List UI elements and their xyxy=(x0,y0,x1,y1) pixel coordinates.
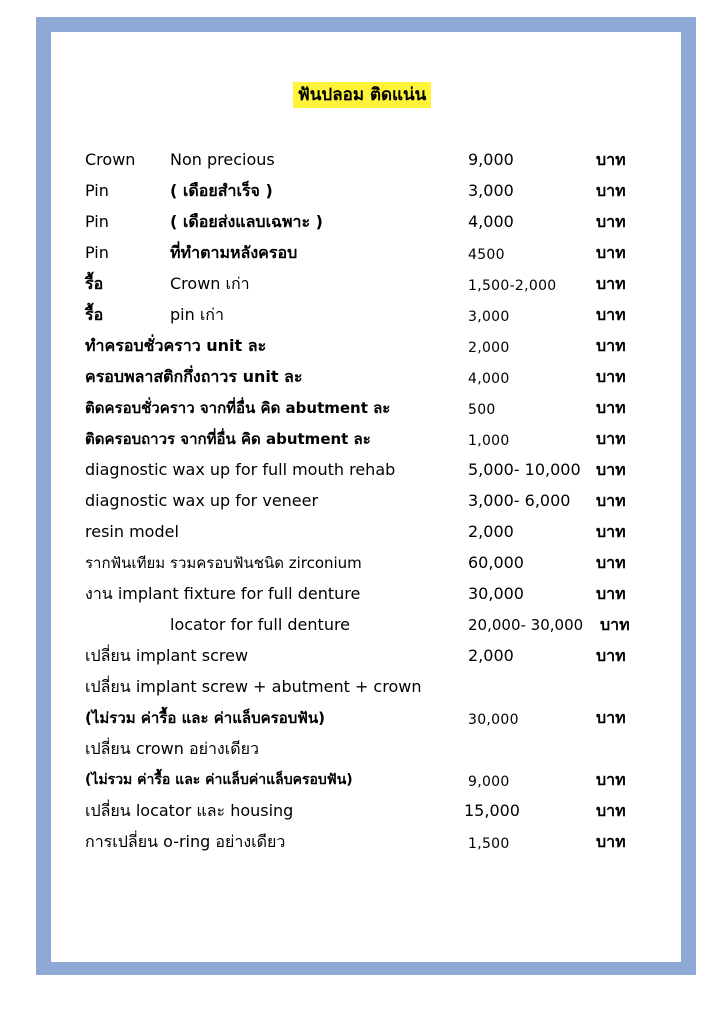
title-container xyxy=(0,82,724,108)
price-row xyxy=(0,398,724,429)
item-price: 4,000 xyxy=(468,212,514,231)
item-unit: บาท xyxy=(600,615,630,634)
item-unit: บาท xyxy=(596,181,626,200)
item-detail: ( เดือยส่งแลบเฉพาะ ) xyxy=(170,212,323,231)
item-name: ติดครอบถาวร จากที่อื่น คิด abutment ละ xyxy=(85,430,371,448)
item-unit: บาท xyxy=(596,646,626,665)
item-name: เปลี่ยน implant screw + abutment + crown xyxy=(85,677,422,696)
price-row xyxy=(0,491,724,522)
item-name: เปลี่ยน implant screw xyxy=(85,646,249,665)
price-row xyxy=(0,429,724,460)
item-price: 5,000- 10,000 xyxy=(468,460,581,479)
price-row xyxy=(0,460,724,491)
price-row xyxy=(0,615,724,646)
item-name: (ไม่รวม ค่ารื้อ และ ค่าแล็บครอบฟัน) xyxy=(85,709,325,727)
price-row xyxy=(0,677,724,708)
price-row xyxy=(0,274,724,305)
price-row xyxy=(0,646,724,677)
item-unit: บาท xyxy=(596,708,626,727)
item-price: 20,000- 30,000 xyxy=(468,616,584,634)
item-unit: บาท xyxy=(596,832,626,851)
item-detail: pin เก่า xyxy=(170,305,224,324)
price-row xyxy=(0,801,724,832)
item-detail: Crown เก่า xyxy=(170,274,250,293)
item-price: 500 xyxy=(468,402,496,418)
item-name: resin model xyxy=(85,522,179,541)
item-name: Pin xyxy=(85,243,109,262)
item-unit: บาท xyxy=(596,305,626,324)
item-name: Pin xyxy=(85,181,109,200)
price-row xyxy=(0,770,724,801)
item-price: 2,000 xyxy=(468,340,510,356)
price-row xyxy=(0,212,724,243)
item-price: 2,000 xyxy=(468,646,514,665)
item-name: เปลี่ยน locator และ housing xyxy=(85,801,294,820)
item-price: 2,000 xyxy=(468,522,514,541)
price-row xyxy=(0,739,724,770)
item-name: ทำครอบชั่วคราว unit ละ xyxy=(85,336,267,355)
price-row xyxy=(0,181,724,212)
item-name: diagnostic wax up for full mouth rehab xyxy=(85,460,396,479)
item-unit: บาท xyxy=(596,243,626,262)
item-price: 30,000 xyxy=(468,584,524,603)
page-title: ฟันปลอม ติดแน่น xyxy=(293,82,431,108)
price-row xyxy=(0,522,724,553)
item-detail: Non precious xyxy=(170,150,275,169)
item-name: รื้อ xyxy=(85,274,104,293)
price-row xyxy=(0,305,724,336)
item-name: Crown xyxy=(85,150,136,169)
item-unit: บาท xyxy=(596,212,626,231)
price-row xyxy=(0,243,724,274)
item-price: 3,000 xyxy=(468,181,514,200)
item-price: 15,000 xyxy=(464,801,520,820)
item-price: 4,000 xyxy=(468,371,510,387)
item-name: ติดครอบชั่วคราว จากที่อื่น คิด abutment ละ xyxy=(85,399,391,417)
item-unit: บาท xyxy=(596,553,626,572)
item-price: 1,500-2,000 xyxy=(468,278,557,294)
item-name: รื้อ xyxy=(85,305,104,324)
price-row xyxy=(0,150,724,181)
price-row xyxy=(0,584,724,615)
price-row xyxy=(0,832,724,863)
item-price: 30,000 xyxy=(468,712,519,728)
item-name: การเปลี่ยน o-ring อย่างเดียว xyxy=(85,832,286,851)
item-price: 3,000- 6,000 xyxy=(468,491,571,510)
item-unit: บาท xyxy=(596,150,626,169)
item-name: (ไม่รวม ค่ารื้อ และ ค่าแล็บค่าแล็บครอบฟัน) xyxy=(85,772,353,788)
item-unit: บาท xyxy=(596,460,626,479)
item-unit: บาท xyxy=(596,274,626,293)
item-name: รากฟันเทียม รวมครอบฟันชนิด zirconium xyxy=(85,554,362,572)
item-unit: บาท xyxy=(596,336,626,355)
item-price: 1,000 xyxy=(468,433,510,449)
item-detail: ( เดือยสำเร็จ ) xyxy=(170,181,273,200)
item-unit: บาท xyxy=(596,491,626,510)
item-unit: บาท xyxy=(596,801,626,820)
item-unit: บาท xyxy=(596,429,626,448)
item-price: 9,000 xyxy=(468,774,510,790)
price-row xyxy=(0,336,724,367)
item-unit: บาท xyxy=(596,584,626,603)
item-name: งาน implant fixture for full denture xyxy=(85,584,361,603)
price-row xyxy=(0,553,724,584)
item-name: เปลี่ยน crown อย่างเดียว xyxy=(85,739,259,758)
item-price: 9,000 xyxy=(468,150,514,169)
item-name: diagnostic wax up for veneer xyxy=(85,491,319,510)
item-unit: บาท xyxy=(596,367,626,386)
item-price: 60,000 xyxy=(468,553,524,572)
item-name: Pin xyxy=(85,212,109,231)
item-detail: locator for full denture xyxy=(170,615,351,634)
item-name: ครอบพลาสติกกึ่งถาวร unit ละ xyxy=(85,367,303,386)
item-unit: บาท xyxy=(596,398,626,417)
item-price: 3,000 xyxy=(468,309,510,325)
item-price: 1,500 xyxy=(468,836,510,852)
item-price: 4500 xyxy=(468,247,505,263)
price-row xyxy=(0,367,724,398)
item-unit: บาท xyxy=(596,770,626,789)
item-detail: ที่ทำตามหลังครอบ xyxy=(170,243,298,262)
item-unit: บาท xyxy=(596,522,626,541)
price-row xyxy=(0,708,724,739)
